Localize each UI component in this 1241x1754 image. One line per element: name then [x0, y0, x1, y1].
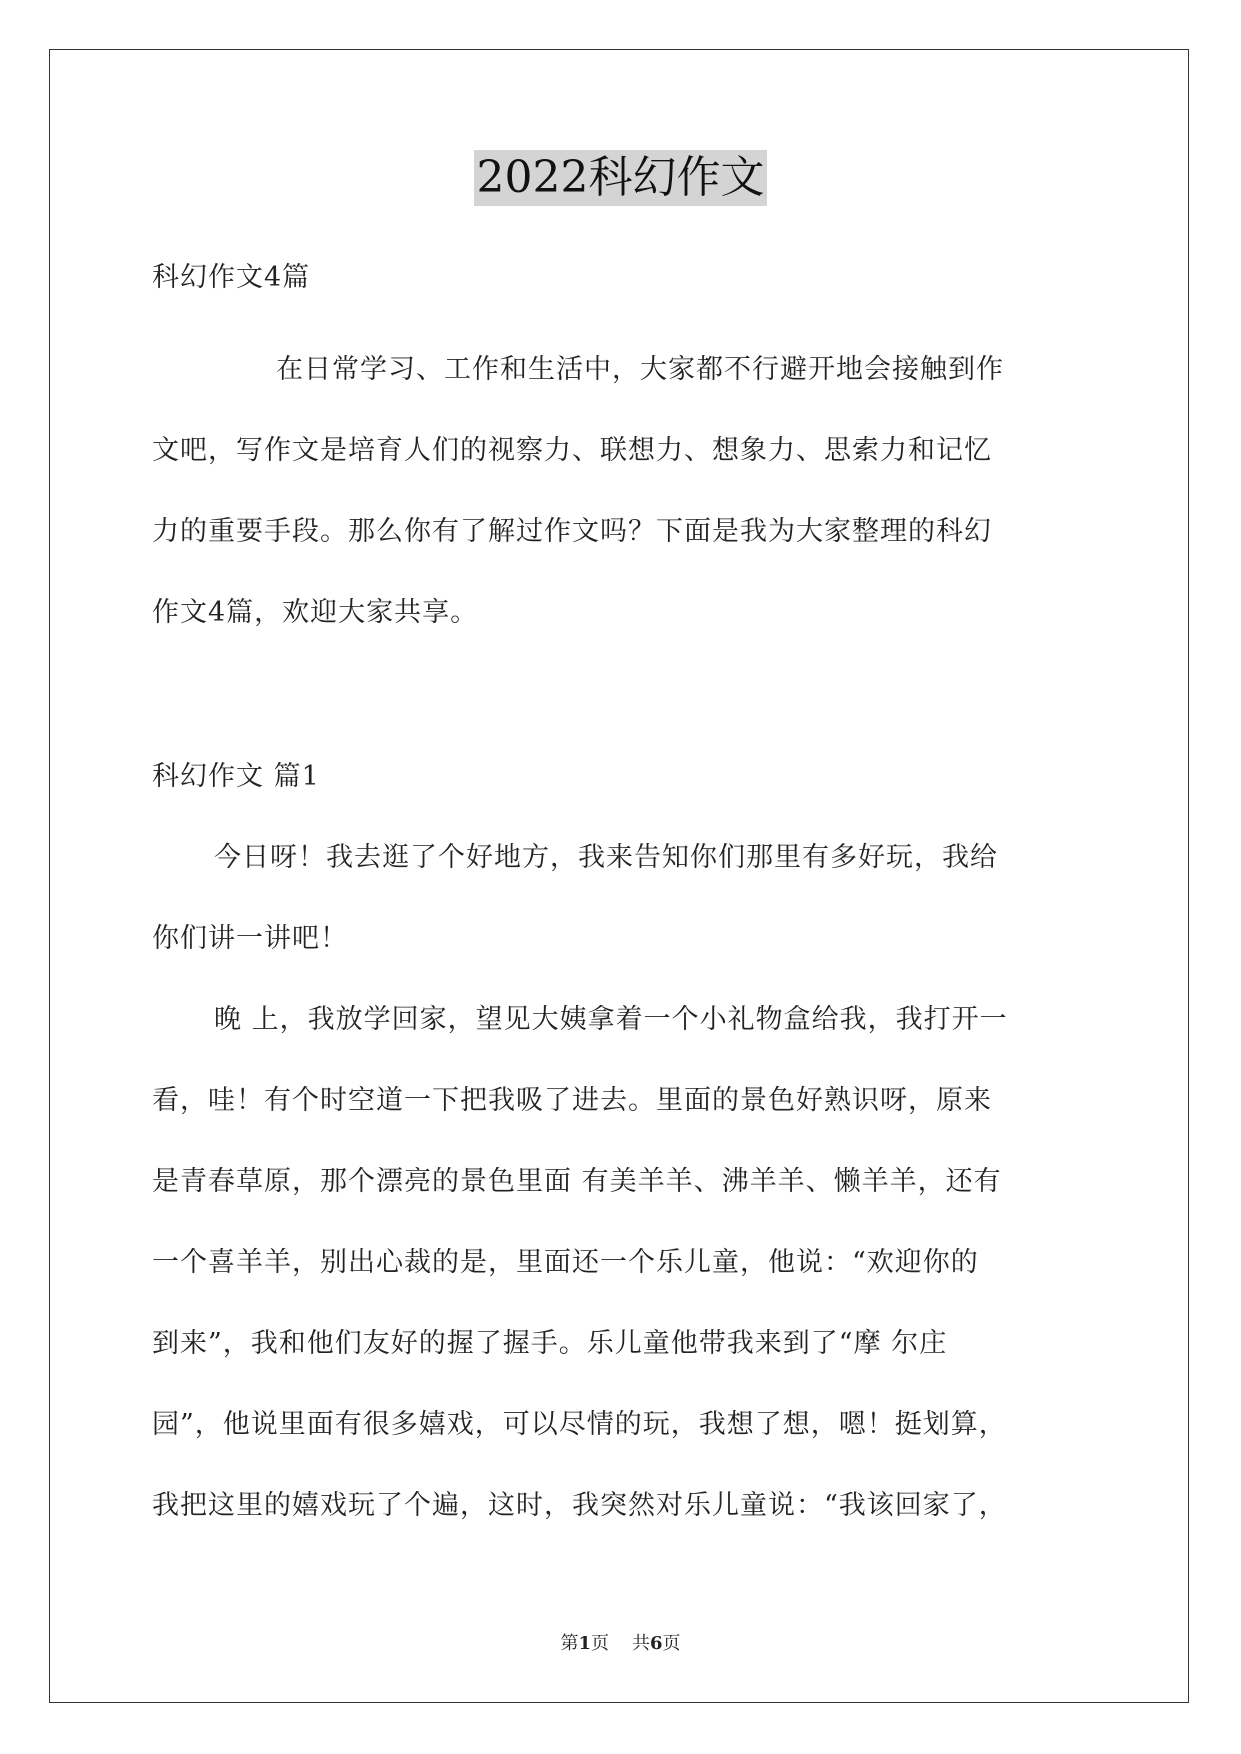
total-pages: 6 — [649, 1633, 663, 1654]
document-title: 2022科幻作文 — [474, 150, 768, 206]
paragraph-line: 晚 上，我放学回家，望见大姨拿着一个小礼物盒给我，我打开一 — [214, 1004, 1008, 1035]
page-footer — [0, 1632, 1241, 1656]
paragraph-line: 一个喜羊羊，别出心裁的是，里面还一个乐儿童，他说：“欢迎你的 — [152, 1247, 979, 1278]
intro-line: 力的重要手段。那么你有了解过作文吗？下面是我为大家整理的科幻 — [152, 516, 992, 547]
intro-line: 作文4篇，欢迎大家共享。 — [152, 597, 479, 628]
total-suffix: 页 — [662, 1633, 681, 1654]
paragraph-line: 今日呀！我去逛了个好地方，我来告知你们那里有多好玩，我给 — [214, 842, 998, 873]
document-subtitle: 科幻作文4篇 — [152, 262, 311, 293]
paragraph-line: 看，哇！有个时空道一下把我吸了进去。里面的景色好熟识呀，原来 — [152, 1085, 992, 1116]
document-title-container — [0, 150, 1241, 206]
intro-line: 在日常学习、工作和生活中，大家都不行避开地会接触到作 — [276, 354, 1004, 385]
paragraph-line: 我把这里的嬉戏玩了个遍，这时，我突然对乐儿童说：“我该回家了， — [152, 1490, 1007, 1521]
total-prefix: 共 — [631, 1633, 650, 1654]
paragraph-line: 你们讲一讲吧！ — [152, 923, 348, 954]
page-suffix: 页 — [591, 1633, 610, 1654]
page-number: 1 — [578, 1633, 592, 1654]
intro-line: 文吧，写作文是培育人们的视察力、联想力、想象力、思索力和记忆 — [152, 435, 992, 466]
page-prefix: 第 — [560, 1633, 579, 1654]
paragraph-line: 园”，他说里面有很多嬉戏，可以尽情的玩，我想了想，嗯！挺划算， — [152, 1409, 1007, 1440]
section-heading: 科幻作文 篇1 — [152, 761, 320, 792]
paragraph-line: 到来”，我和他们友好的握了握手。乐儿童他带我来到了“摩 尔庄 — [152, 1328, 948, 1359]
paragraph-line: 是青春草原，那个漂亮的景色里面 有美羊羊、沸羊羊、懒羊羊，还有 — [152, 1166, 1002, 1197]
